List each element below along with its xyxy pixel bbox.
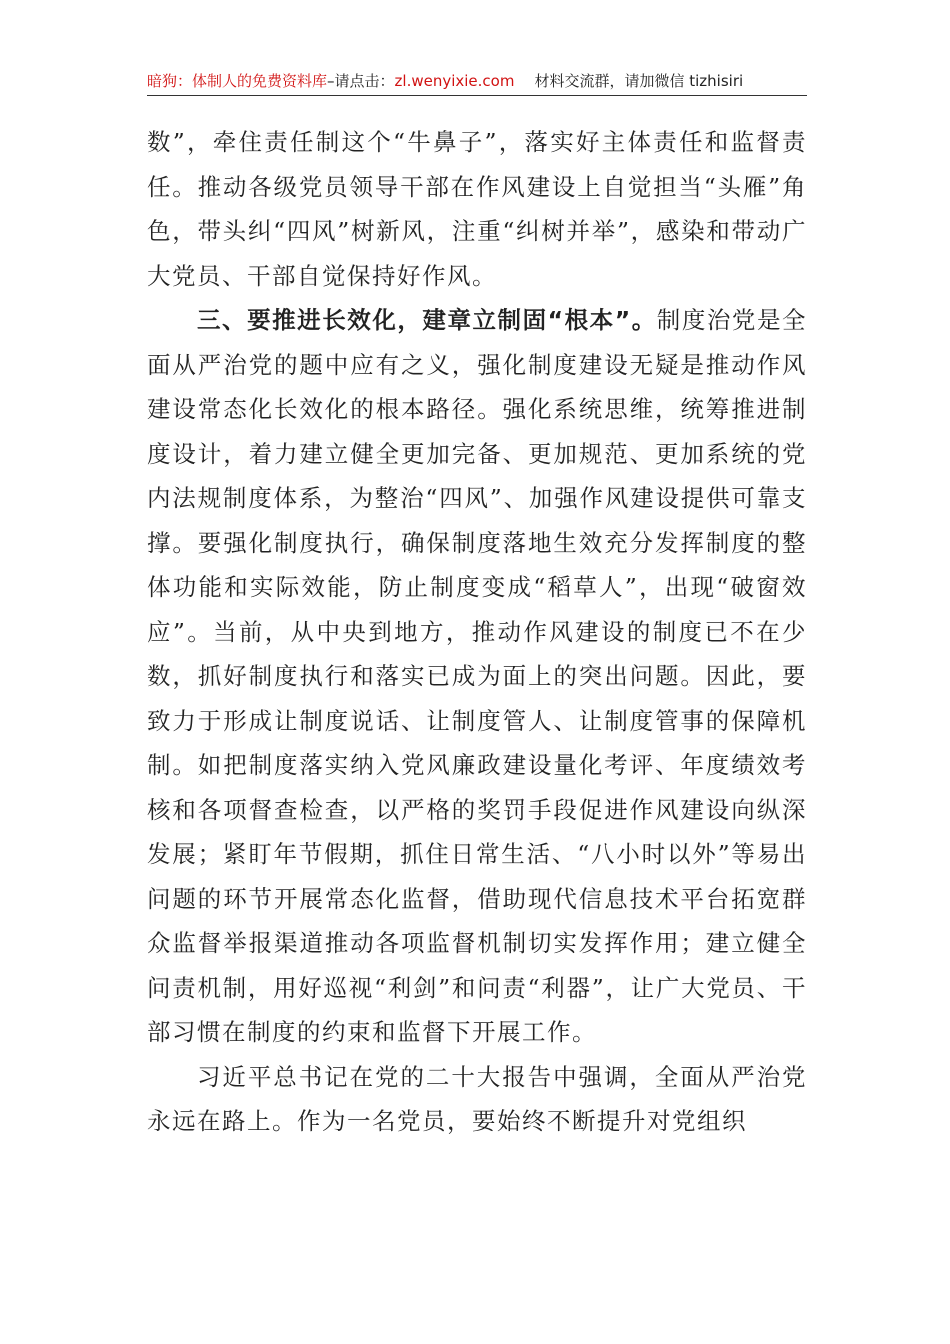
paragraph-continuation (147, 120, 807, 298)
paragraph-text: 习近平总书记在党的二十大报告中强调，全面从严治党永远在路上。作为一名党员，要始终不断提升对党组织 (147, 1062, 807, 1135)
paragraph-conclusion (147, 1055, 807, 1144)
header-brand: 暗狗：体制人的免费资料库 (147, 72, 328, 90)
header-divider (147, 95, 807, 96)
section-heading: 三、要推进长效化，建章立制固“根本”。 (197, 306, 657, 334)
document-body (147, 120, 807, 1144)
page-header (147, 66, 807, 96)
header-url-link[interactable]: zl.wenyixie.com (394, 72, 515, 90)
paragraph-section-three (147, 298, 807, 1055)
header-contact: 材料交流群，请加微信 tizhisiri (534, 72, 744, 90)
paragraph-text: 数”，牵住责任制这个“牛鼻子”，落实好主体责任和监督责任。推动各级党员领导干部在作风建设上自觉担当“头雁”角色，带头纠“四风”树新风，注重“纠树并举”，感染和带动广大党员、干部自觉保持好作风。 (147, 128, 807, 290)
paragraph-text: 制度治党是全面从严治党的题中应有之义，强化制度建设无疑是推动作风建设常态化长效化的根本路径。强化系统思维，统筹推进制度设计，着力建立健全更加完备、更加规范、更加系统的党内法规制度体系，为整治“四风”、加强作风建设提供可靠支撑。要强化制度执行，确保制度落地生效充分发挥制度的整体功能和实际效能，防止制度变成“稻草人”，出现“破窗效应”。当前，从中央到地方，推动作风建设的制度已不在少数，抓好制度执行和落实已成为面上的突出问题。因此，要致力于形成让制度说话、让制度管人、让制度管事的保障机制。如把制度落实纳入党风廉政建设量化考评、年度绩效考核和各项督查检查，以严格的奖罚手段促进作风建设向纵深发展；紧盯年节假期，抓住日常生活、“八小时以外”等易出问题的环节开展常态化监督，借助现代信息技术平台拓宽群众监督举报渠道推动各项监督机制切实发挥作用；建立健全问责机制，用好巡视“利剑”和问责“利器”，让广大党员、干部习惯在制度的约束和监督下开展工作。 (147, 306, 808, 1046)
header-prompt: –请点击： (327, 72, 395, 90)
